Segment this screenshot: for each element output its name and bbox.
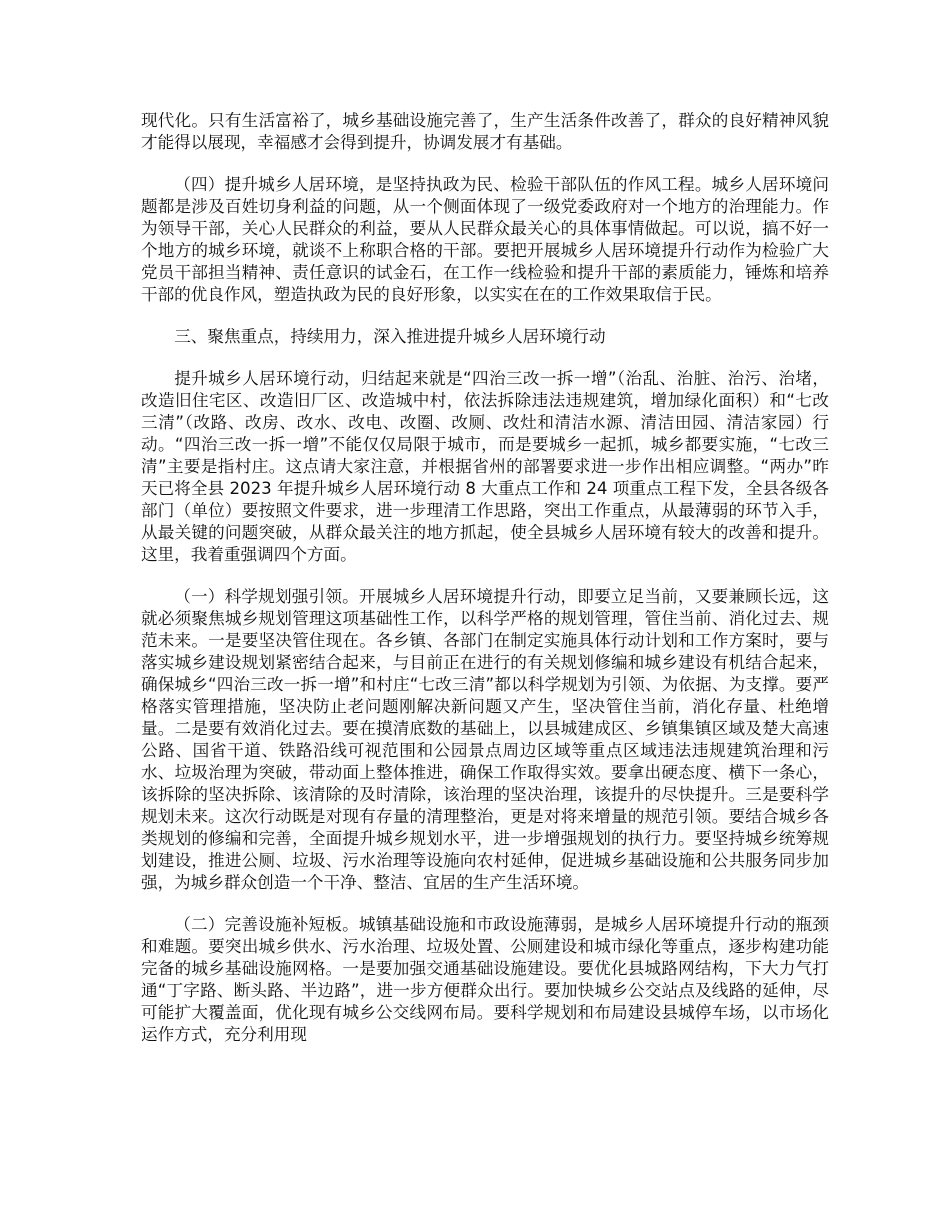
paragraph-section-four: （四）提升城乡人居环境，是坚持执政为民、检验干部队伍的作风工程。城乡人居环境问题都是涉及百姓切身利益的问题，从一个侧面体现了一级党委政府对一个地方的治理能力。作为领导干部，关心人民群众的利益，要从人民群众最关心的具体事情做起。可以说，搞不好一个地方的城乡环境，就谈不上称职合格的干部。要把开展城乡人居环境提升行动作为检验广大党员干部担当精神、责任意识的试金石，在工作一线检验和提升干部的素质能力，锤炼和培养干部的优良作风，塑造执政为民的良好形象，以实实在在的工作效果取信于民。: [141, 175, 829, 304]
section-heading-three: 三、聚焦重点，持续用力，深入推进提升城乡人居环境行动: [174, 327, 606, 346]
paragraph-continuation: 现代化。只有生活富裕了，城乡基础设施完善了，生产生活条件改善了，群众的良好精神风貌才能得以展现，幸福感才会得到提升，协调发展才有基础。: [141, 111, 829, 152]
paragraph-planning: （一）科学规划强引领。开展城乡人居环境提升行动，即要立足当前，又要兼顾长远，这就必须聚焦城乡规划管理这项基础性工作，以科学严格的规划管理，管住当前、消化过去、规范未来。一是要坚决管住现在。各乡镇、各部门在制定实施具体行动计划和工作方案时，要与落实城乡建设规划紧密结合起来，与目前正在进行的有关规划修编和城乡建设有机结合起来，确保城乡“四治三改一拆一增”和村庄“七改三清”都以科学规划为引领、为依据、为支撑。要严格落实管理措施，坚决防止老问题刚解决新问题又产生，坚决管住当前，消化存量、杜绝增量。二是要有效消化过去。要在摸清底数的基础上，以县城建成区、乡镇集镇区域及楚大高速公路、国省干道、铁路沿线可视范围和公园景点周边区域等重点区域违法违规建筑治理和污水、垃圾治理为突破，带动面上整体推进，确保工作取得实效。要拿出硬态度、横下一条心，该拆除的坚决拆除、该清除的及时清除，该治理的坚决治理，该提升的尽快提升。三是要科学规划未来。这次行动既是对现有存量的清理整治，更是对将来增量的规范引领。要结合城乡各类规划的修编和完善，全面提升城乡规划水平，进一步增强规划的执行力。要坚持城乡统筹规划建设，推进公厕、垃圾、污水治理等设施向农村延伸，促进城乡基础设施和公共服务同步加强，为城乡群众创造一个干净、整洁、宜居的生产生活环境。: [141, 587, 829, 892]
document-page: [141, 110, 829, 1066]
paragraph-infrastructure: （二）完善设施补短板。城镇基础设施和市政设施薄弱，是城乡人居环境提升行动的瓶颈和难题。要突出城乡供水、污水治理、垃圾处置、公厕建设和城市绿化等重点，逐步构建功能完备的城乡基础设施网格。一是要加强交通基础设施建设。要优化县城路网结构，下大力气打通“丁字路、断头路、半边路”，进一步方便群众出行。要加快城乡公交站点及线路的延伸，尽可能扩大覆盖面，优化现有城乡公交线网布局。要科学规划和布局建设县城停车场，以市场化运作方式，充分利用现: [141, 915, 829, 1044]
paragraph-action-overview: 提升城乡人居环境行动，归结起来就是“四治三改一拆一增”（治乱、治脏、治污、治堵，改造旧住宅区、改造旧厂区、改造城中村，依法拆除违法违规建筑，增加绿化面积）和“七改三清”（改路、改房、改水、改电、改圈、改厕、改灶和清洁水源、清洁田园、清洁家园）行动。“四治三改一拆一增”不能仅仅局限于城市，而是要城乡一起抓，城乡都要实施，“七改三清”主要是指村庄。这点请大家注意，并根据省州的部署要求进一步作出相应调整。“两办”昨天已将全县 2023 年提升城乡人居环境行动 8 大重点工作和 24 项重点工程下发，全县各级各部门（单位）要按照文件要求，进一步理清工作思路，突出工作重点，从最薄弱的环节入手，从最关键的问题突破，从群众最关注的地方抓起，使全县城乡人居环境有较大的改善和提升。这里，我着重强调四个方面。: [141, 369, 829, 564]
